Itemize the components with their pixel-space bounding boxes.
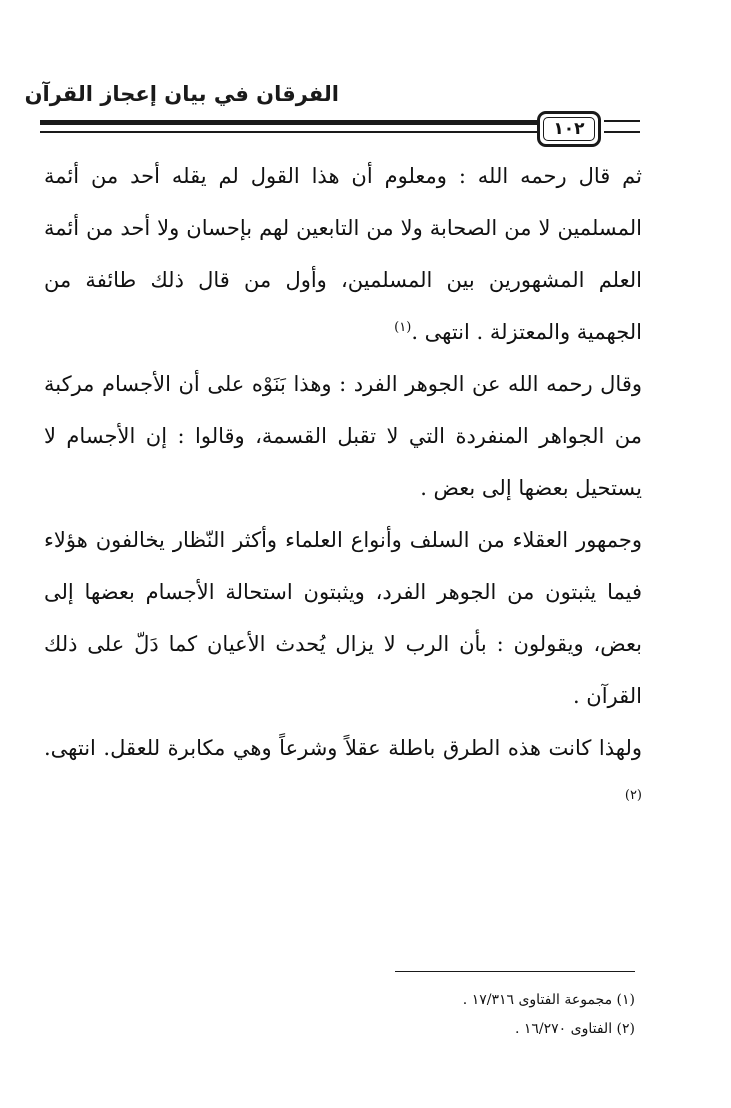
running-header-title: الفرقان في بيان إعجاز القرآن xyxy=(24,82,339,106)
footnotes xyxy=(235,986,635,1044)
main-text xyxy=(44,150,642,826)
page-number-box xyxy=(537,111,601,147)
paragraph: وجمهور العقلاء من السلف وأنواع العلماء وأكثر النّظار يخالفون هؤلاء فيما يثبتون من الجوهر الفرد، ويثبتون استحالة الأجسام بعضها إلى بعض، ويقولون : بأن الرب لا يزال يُحدث الأعيان كما دَلّ على ذلك القرآن . xyxy=(44,528,642,708)
footnote: (٢) الفتاوى ١٦/٢٧٠ . xyxy=(514,1021,635,1037)
paragraph xyxy=(44,150,642,358)
paragraph-text: ثم قال رحمه الله : ومعلوم أن هذا القول لم يقله أحد من أئمة المسلمين لا من الصحابة ولا من التابعين لهم بإحسان ولا أحد من أئمة العلم المشهورين بين المسلمين، وأول من قال ذلك طائفة من الجهمية والمعتزلة . انتهى . xyxy=(44,164,642,344)
footnote-marker: (٢) xyxy=(624,788,642,803)
footnote-separator xyxy=(395,971,635,972)
footnote-marker: (١) xyxy=(394,320,412,335)
paragraph-text: ولهذا كانت هذه الطرق باطلة عقلاً وشرعاً وهي مكابرة للعقل. انتهى. xyxy=(44,736,642,760)
header-rule-thick xyxy=(40,120,537,125)
footnote: (١) مجموعة الفتاوى ١٧/٣١٦ . xyxy=(462,992,635,1008)
header-rule-right xyxy=(604,120,640,122)
paragraph xyxy=(44,722,642,826)
header-rule-thin xyxy=(40,131,537,133)
paragraph: وقال رحمه الله عن الجوهر الفرد : وهذا بَنَوْه على أن الأجسام مركبة من الجواهر المنفردة التي لا تقبل القسمة، وقالوا : إن الأجسام لا يستحيل بعضها إلى بعض . xyxy=(44,372,642,500)
header-rule-right-lower xyxy=(604,131,640,133)
page-number: ١٠٢ xyxy=(543,117,595,141)
